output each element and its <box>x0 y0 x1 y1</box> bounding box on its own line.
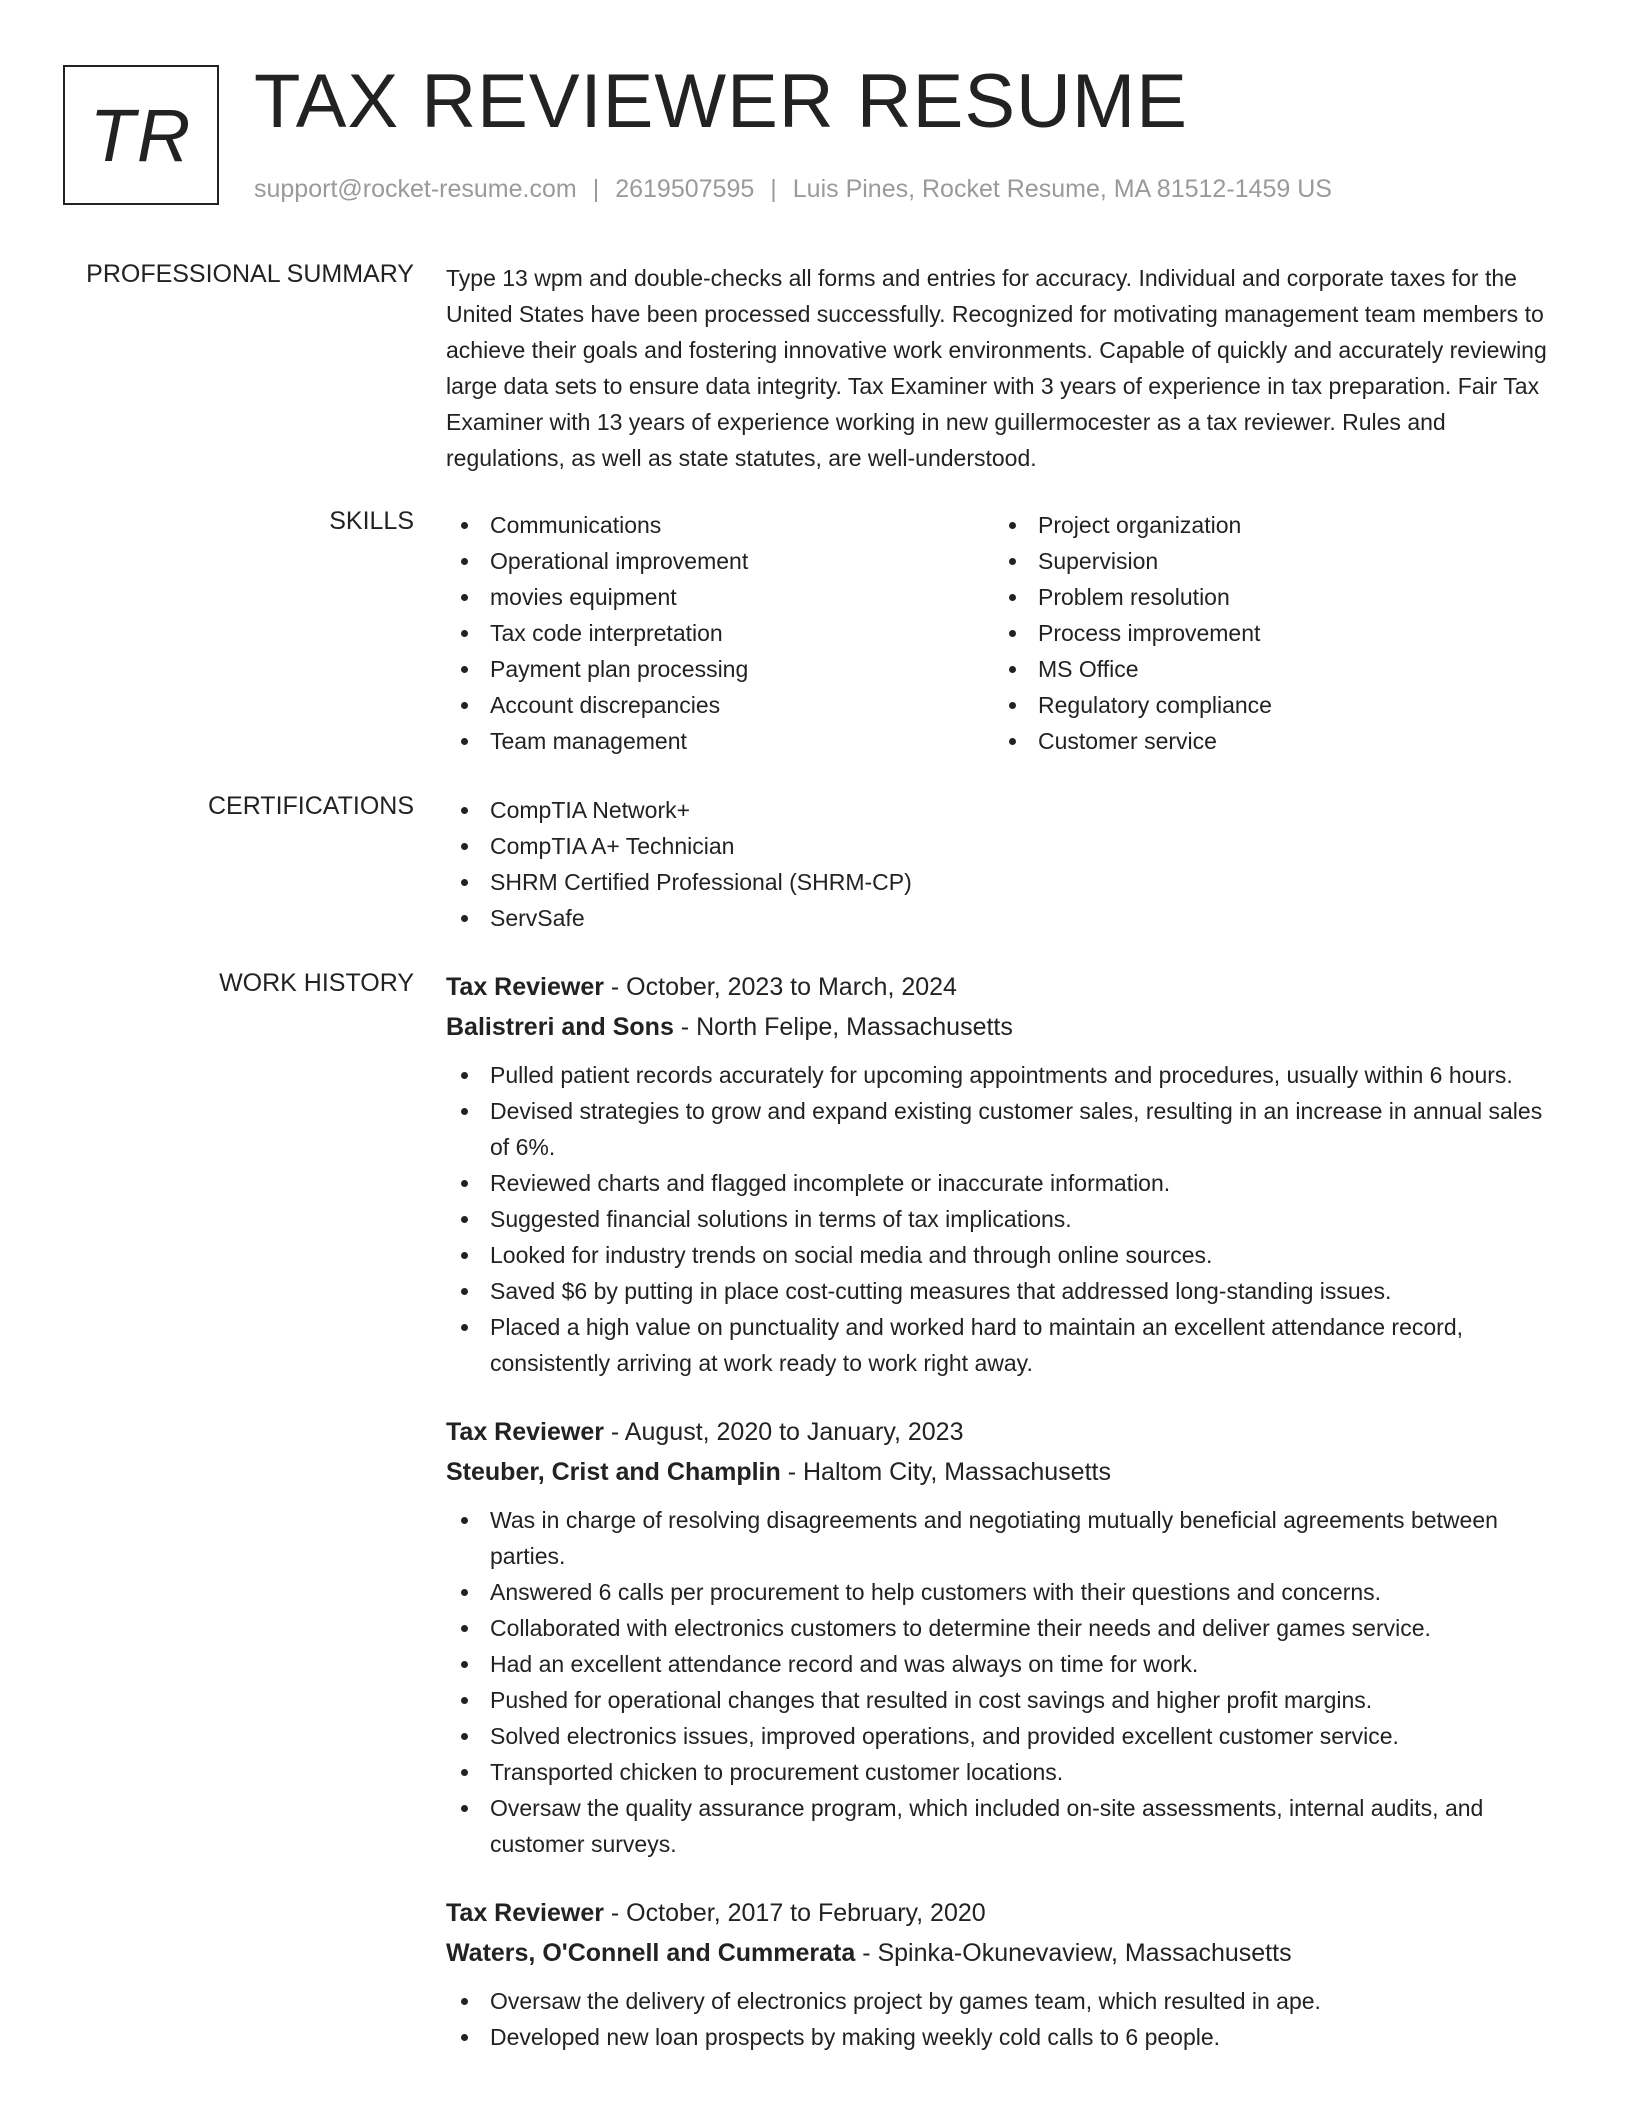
list-item: Regulatory compliance <box>994 687 1542 723</box>
job-bullets <box>446 1057 1566 1381</box>
summary-label: PROFESSIONAL SUMMARY <box>86 260 414 288</box>
list-item: Transported chicken to procurement customer locations. <box>446 1754 1566 1790</box>
job-location: - Spinka-Okunevaview, Massachusetts <box>855 1939 1292 1967</box>
list-item: Reviewed charts and flagged incomplete or inaccurate information. <box>446 1165 1566 1201</box>
job-entry <box>446 1412 1566 1862</box>
job-title-line <box>446 967 1566 1007</box>
job-company: Balistreri and Sons <box>446 1013 674 1041</box>
skills-list-right <box>994 507 1542 759</box>
list-item: CompTIA Network+ <box>446 792 1566 828</box>
list-item: Developed new loan prospects by making weekly cold calls to 6 people. <box>446 2019 1566 2055</box>
list-item: Supervision <box>994 543 1542 579</box>
list-item: Operational improvement <box>446 543 994 579</box>
list-item: Payment plan processing <box>446 651 994 687</box>
job-location: - North Felipe, Massachusetts <box>673 1013 1013 1041</box>
job-title-line <box>446 1412 1566 1452</box>
list-item: Tax code interpretation <box>446 615 994 651</box>
contact-phone: 2619507595 <box>615 175 755 203</box>
list-item: Saved $6 by putting in place cost-cutting measures that addressed long-standing issues. <box>446 1273 1566 1309</box>
list-item: Answered 6 calls per procurement to help customers with their questions and concerns. <box>446 1574 1566 1610</box>
list-item: Process improvement <box>994 615 1542 651</box>
job-company: Steuber, Crist and Champlin <box>446 1458 781 1486</box>
certifications-label: CERTIFICATIONS <box>207 792 414 820</box>
list-item: Had an excellent attendance record and was always on time for work. <box>446 1646 1566 1682</box>
job-dates: - October, 2023 to March, 2024 <box>603 973 957 1001</box>
list-item: Pulled patient records accurately for upcoming appointments and procedures, usually within 6 hours. <box>446 1057 1566 1093</box>
list-item: Problem resolution <box>994 579 1542 615</box>
contact-line <box>254 175 1332 204</box>
list-item: Account discrepancies <box>446 687 994 723</box>
list-item: CompTIA A+ Technician <box>446 828 1566 864</box>
job-company-line <box>446 1452 1566 1492</box>
job-title: Tax Reviewer <box>446 973 604 1001</box>
skills-label: SKILLS <box>329 507 414 535</box>
work-history-list <box>446 967 1566 2086</box>
work-history-label: WORK HISTORY <box>219 969 414 997</box>
job-company-line <box>446 1007 1566 1047</box>
job-company-line <box>446 1933 1566 1973</box>
job-title-line <box>446 1893 1566 1933</box>
job-title: Tax Reviewer <box>446 1899 604 1927</box>
skills-list-left <box>446 507 994 759</box>
job-dates: - October, 2017 to February, 2020 <box>603 1899 986 1927</box>
list-item: Placed a high value on punctuality and worked hard to maintain an excellent attendance record, consistently arriving at work ready to work right away. <box>446 1309 1566 1381</box>
job-bullets <box>446 1983 1566 2055</box>
job-entry <box>446 967 1566 1381</box>
contact-separator: | <box>592 175 600 203</box>
monogram-logo: TR <box>63 65 219 205</box>
summary-text: Type 13 wpm and double-checks all forms and entries for accuracy. Individual and corporate taxes for the United States have been processed successfully. Recognized for motivating management team members to achieve their goals and fostering innovative work environments. Capable of quickly and accurately reviewing large data sets to ensure data integrity. Tax Examiner with 3 years of experience in tax preparation. Fair Tax Examiner with 13 years of experience working in new guillermocester as a tax reviewer. Rules and regulations, as well as state statutes, are well-understood. <box>446 265 1547 471</box>
job-title: Tax Reviewer <box>446 1418 604 1446</box>
list-item: Customer service <box>994 723 1542 759</box>
job-location: - Haltom City, Massachusetts <box>780 1458 1111 1486</box>
list-item: Pushed for operational changes that resulted in cost savings and higher profit margins. <box>446 1682 1566 1718</box>
list-item: Was in charge of resolving disagreements and negotiating mutually beneficial agreements between parties. <box>446 1502 1566 1574</box>
contact-address: Luis Pines, Rocket Resume, MA 81512-1459 US <box>792 175 1332 203</box>
list-item: SHRM Certified Professional (SHRM-CP) <box>446 864 1566 900</box>
contact-separator: | <box>770 175 777 203</box>
job-bullets <box>446 1502 1566 1862</box>
list-item: Team management <box>446 723 994 759</box>
list-item: Collaborated with electronics customers to determine their needs and deliver games service. <box>446 1610 1566 1646</box>
list-item: Oversaw the delivery of electronics project by games team, which resulted in ape. <box>446 1983 1566 2019</box>
certifications-list <box>446 792 1566 936</box>
list-item: ServSafe <box>446 900 1566 936</box>
list-item: Suggested financial solutions in terms of tax implications. <box>446 1201 1566 1237</box>
contact-email: support@rocket-resume.com <box>254 175 577 203</box>
job-entry <box>446 1893 1566 2055</box>
list-item: Solved electronics issues, improved operations, and provided excellent customer service. <box>446 1718 1566 1754</box>
job-dates: - August, 2020 to January, 2023 <box>603 1418 964 1446</box>
list-item: Project organization <box>994 507 1542 543</box>
job-company: Waters, O'Connell and Cummerata <box>446 1939 856 1967</box>
list-item: movies equipment <box>446 579 994 615</box>
list-item: Devised strategies to grow and expand existing customer sales, resulting in an increase in annual sales of 6%. <box>446 1093 1566 1165</box>
resume-title: TAX REVIEWER RESUME <box>254 59 1188 144</box>
list-item: MS Office <box>994 651 1542 687</box>
list-item: Looked for industry trends on social media and through online sources. <box>446 1237 1566 1273</box>
list-item: Oversaw the quality assurance program, which included on-site assessments, internal audits, and customer surveys. <box>446 1790 1566 1862</box>
list-item: Communications <box>446 507 994 543</box>
